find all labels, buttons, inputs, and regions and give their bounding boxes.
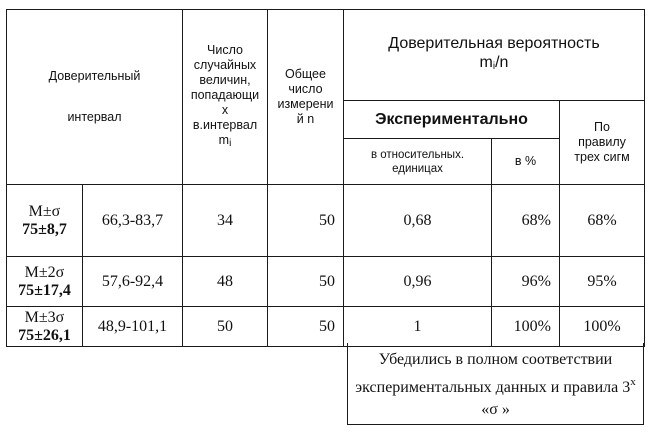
header-count-line: случайных <box>193 58 257 72</box>
cell-relative: 1 <box>344 307 492 347</box>
header-count-line: Число <box>207 43 243 57</box>
header-count-line: х <box>221 103 229 117</box>
conclusion-box <box>347 343 644 425</box>
header-random-count <box>183 10 268 185</box>
header-row-1 <box>7 10 645 101</box>
cell-mi: 34 <box>183 185 268 257</box>
header-relative-line2: единицах <box>392 162 443 175</box>
header-relative-units <box>344 139 492 185</box>
cell-range: 66,3-83,7 <box>83 185 183 257</box>
cell-n: 50 <box>268 307 344 347</box>
cell-mi: 48 <box>183 257 268 307</box>
sigma-label: М±3σ <box>24 308 65 326</box>
cell-range: 57,6-92,4 <box>83 257 183 307</box>
header-three-sigma-line: трех сигм <box>574 150 630 164</box>
ci-value: 75±26,1 <box>18 326 71 344</box>
header-total-line: Общее <box>285 67 326 81</box>
header-interval-line1: Доверительный <box>48 69 141 83</box>
sigma-label: М±σ <box>28 202 61 220</box>
cell-three-sigma: 68% <box>560 185 645 257</box>
conclusion-line2: экспериментальных данных и правила $3^х$ <box>355 376 636 396</box>
table-row <box>7 185 645 257</box>
header-relative-line1: в относительных. <box>370 148 465 161</box>
cell-relative: 0,68 <box>344 185 492 257</box>
conclusion-line1: Убедились в полном соответствии <box>378 351 613 368</box>
conclusion-line3: «σ » <box>481 401 510 418</box>
cell-three-sigma: 100% <box>560 307 645 347</box>
table-row <box>7 257 645 307</box>
header-three-sigma-line: правилу <box>578 135 626 149</box>
header-probability-formula: $m_i/n$ <box>479 54 509 72</box>
cell-n: 50 <box>268 257 344 307</box>
cell-range: 48,9-101,1 <box>83 307 183 347</box>
header-count-line: в.интервал <box>192 118 258 132</box>
cell-percent: 96% <box>492 257 560 307</box>
header-total-measurements <box>268 10 344 185</box>
header-interval-line2: интервал <box>67 110 122 124</box>
cell-sigma <box>7 185 83 257</box>
header-count-line: попадающи <box>190 88 260 102</box>
confidence-table <box>6 9 645 347</box>
header-three-sigma <box>560 101 645 185</box>
header-count-line: величин, <box>199 73 251 87</box>
sigma-label: М±2σ <box>24 263 65 281</box>
cell-mi: 50 <box>183 307 268 347</box>
header-count-mi: $m_i$ <box>218 133 232 149</box>
cell-sigma <box>7 307 83 347</box>
header-experimental: Экспериментально <box>344 101 560 139</box>
header-total-line: й n <box>296 112 315 126</box>
cell-n: 50 <box>268 185 344 257</box>
header-probability-title: Доверительная вероятность <box>388 35 600 52</box>
header-total-line: измерени <box>277 97 334 111</box>
ci-value: 75±8,7 <box>22 220 67 238</box>
header-percent: в % <box>492 139 560 185</box>
cell-percent: 68% <box>492 185 560 257</box>
ci-value: 75±17,4 <box>18 281 71 299</box>
cell-three-sigma: 95% <box>560 257 645 307</box>
header-total-line: число <box>288 82 323 96</box>
header-confidence-probability <box>344 10 645 101</box>
table-row <box>7 307 645 347</box>
cell-relative: 0,96 <box>344 257 492 307</box>
header-confidence-interval <box>7 10 183 185</box>
cell-percent: 100% <box>492 307 560 347</box>
header-three-sigma-line: По <box>594 120 610 134</box>
cell-sigma <box>7 257 83 307</box>
